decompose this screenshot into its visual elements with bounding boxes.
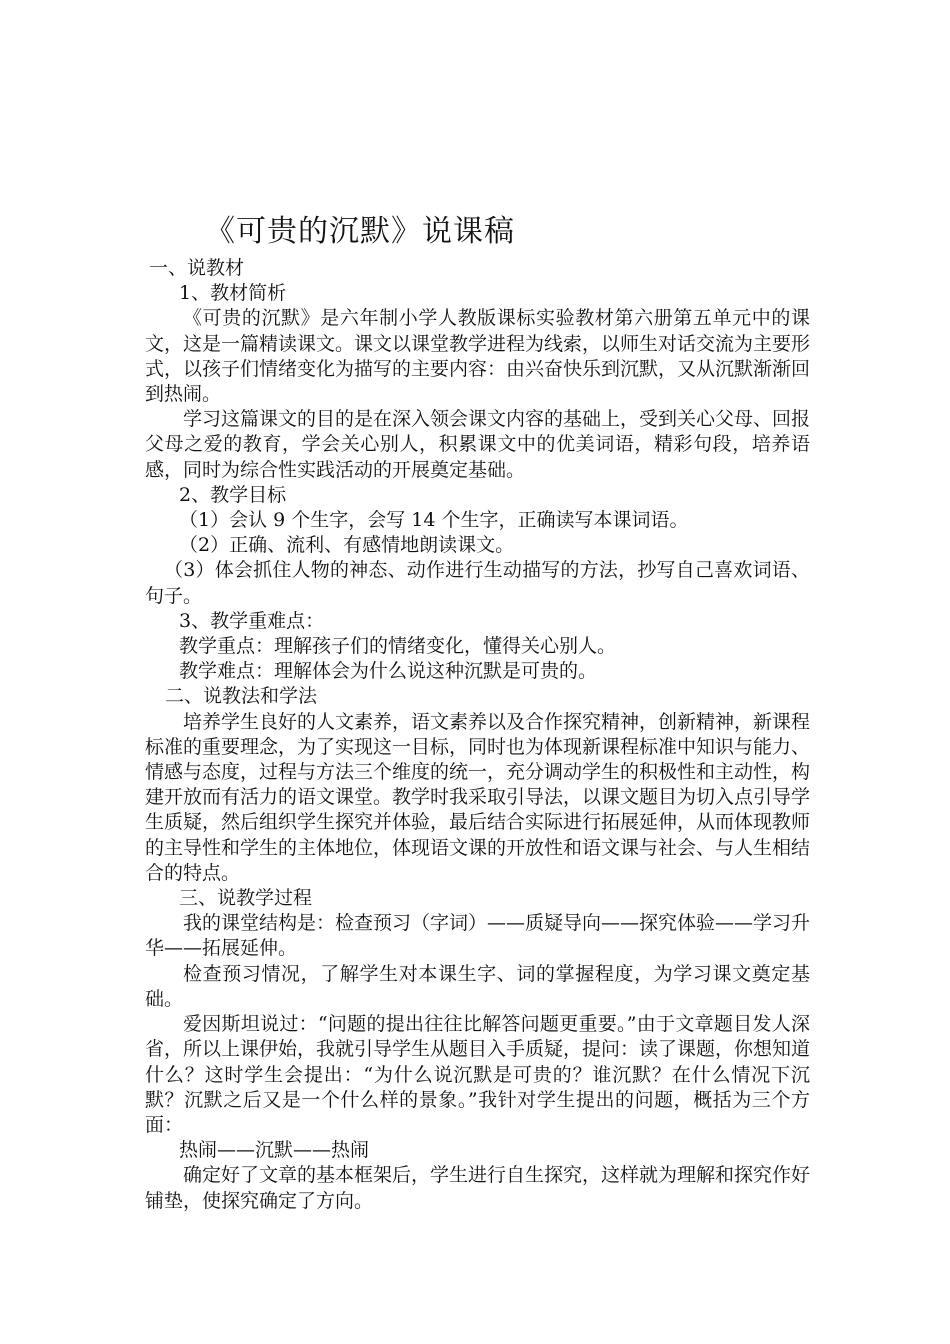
subsection-heading-1-2: 2、教学目标 <box>179 483 287 506</box>
goal-item-2: （2）正确、流利、有感情地朗读课文。 <box>179 534 515 557</box>
section-heading-1: 一、说教材 <box>149 257 245 279</box>
framework-line: 热闹——沉默——热闹 <box>179 1139 370 1162</box>
document-body <box>145 256 810 1214</box>
section-heading-2: 二、说教法和学法 <box>165 685 318 708</box>
paragraph-einstein-quote: 爱因斯坦说过：“问题的提出往往比解答问题更重要。”由于文章题目发人深省，所以上课伊始，我就引导学生从题目入手质疑，提问：读了课题，你想知道什么？这时学生会提出：“为什么说沉默是可贵的？谁沉默？在什么情况下沉默？沉默之后又是一个什么样的景象。”我针对学生提出的问题，概括为三个方面： <box>145 1013 811 1136</box>
goal-item-1: （1）会认 9 个生字，会写 14 个生字，正确读写本课词语。 <box>179 509 689 532</box>
paragraph-preview-check: 检查预习情况，了解学生对本课生字、词的掌握程度，为学习课文奠定基础。 <box>145 962 810 1010</box>
document-title: 《可贵的沉默》说课稿 <box>205 214 515 249</box>
subsection-heading-1-3: 3、教学重难点： <box>179 609 325 632</box>
goal-item-3: （3）体会抓住人物的神态、动作进行生动描写的方法，抄写自己喜欢词语、句子。 <box>145 559 810 607</box>
paragraph-teaching-method: 培养学生良好的人文素养，语文素养以及合作探究精神，创新精神，新课程标准的重要理念，为了实现这一目标，同时也为体现新课程标准中知识与能力、情感与态度，过程与方法三个维度的统一，充分调动学生的积极性和主动性，构建开放而有活力的语文课堂。教学时我采取引导法，以课文题目为切入点引导学生质疑，然后组织学生探究并体验，最后结合实际进行拓展延伸，从而体现教师的主导性和学生的主体地位，体现语文课的开放性和语文课与社会、与人生相结合的特点。 <box>145 710 811 884</box>
key-point: 教学重点：理解孩子们的情绪变化，懂得关心别人。 <box>179 635 617 658</box>
paragraph-class-structure: 我的课堂结构是：检查预习（字词）——质疑导向——探究体验——学习升华——拓展延伸。 <box>145 912 811 960</box>
paragraph-learning-purpose: 学习这篇课文的目的是在深入领会课文内容的基础上，受到关心父母、回报父母之爱的教育，学会关心别人，积累课文中的优美词语，精彩句段，培养语感，同时为综合性实践活动的开展奠定基础。 <box>145 408 811 481</box>
subsection-heading-1-1: 1、教材简析 <box>179 282 287 305</box>
paragraph-exploration: 确定好了文章的基本框架后，学生进行自生探究，这样就为理解和探究作好铺垫，使探究确定了方向。 <box>145 1164 811 1212</box>
difficult-point: 教学难点：理解体会为什么说这种沉默是可贵的。 <box>179 660 598 683</box>
section-heading-3: 三、说教学过程 <box>179 887 313 910</box>
paragraph-textbook-summary: 《可贵的沉默》是六年制小学人教版课标实验教材第六册第五单元中的课文，这是一篇精读课文。课文以课堂教学进程为线索，以师生对话交流为主要形式，以孩子们情绪变化为描写的主要内容：由兴奋快乐到沉默，又从沉默渐渐回到热闹。 <box>145 307 811 406</box>
